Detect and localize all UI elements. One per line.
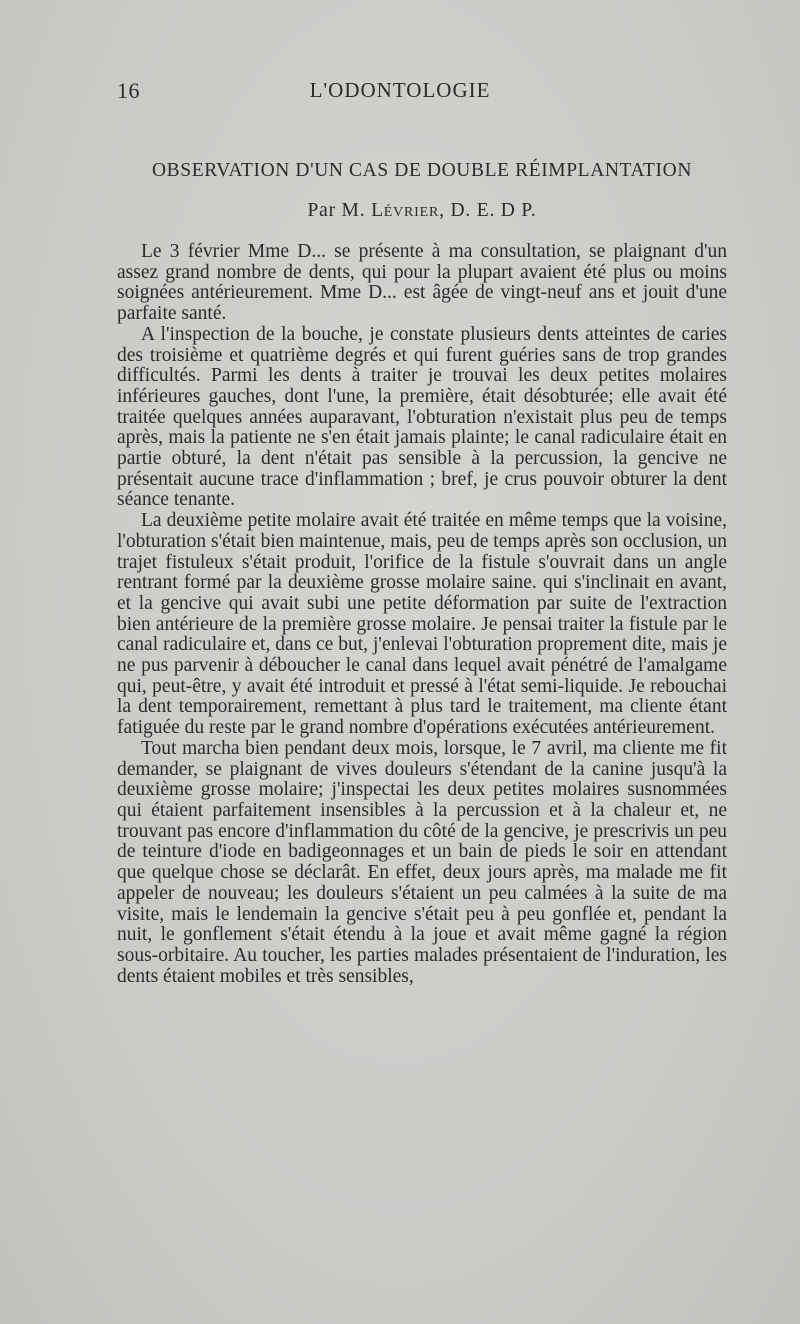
paragraph: Tout marcha bien pendant deux mois, lorsque, le 7 avril, ma cliente me fit demander, se plaignant de vives douleurs s'étendant de la canine jusqu'à la deuxième grosse molaire; j'inspectai les deux petites molaires susnommées qui étaient parfaitement insensibles à la percussion et à la chaleur et, ne trouvant pas encore d'inflammation du côté de la gencive, je prescrivis un peu de teinture d'iode en badigeonnages et un bain de pieds le soir en attendant que quelque chose se déclarât. En effet, deux jours après, ma malade me fit appeler de nouveau; les douleurs s'étaient un peu calmées à la suite de ma visite, mais le lendemain la gencive s'était peu à peu gonflée et, pendant la nuit, le gonflement s'était étendu à la joue et avait même gagné la région sous-orbitaire. Au toucher, les parties malades présentaient de l'induration, les dents étaient mobiles et très sensibles, [117,737,727,987]
byline-prefix: Par M. [307,200,366,221]
article-title: OBSERVATION D'UN CAS DE DOUBLE RÉIMPLANTATION [152,160,692,181]
author-name: Lévrier, [371,200,445,221]
paragraph: Le 3 février Mme D... se présente à ma consultation, se plaignant d'un assez grand nombre de dents, qui pour la plupart avaient été plus ou moins soignées antérieurement. Mme D... est âgée de vingt-neuf ans et jouit d'une parfaite santé. [117,241,727,325]
article-body [117,242,727,987]
author-credentials: D. E. D P. [450,200,537,221]
page-number: 16 [117,78,140,103]
byline [117,200,727,222]
running-header [0,78,800,108]
paragraph: A l'inspection de la bouche, je constate plusieurs dents atteintes de caries des troisième et quatrième degrés et qui furent guéries sans de trop grandes difficultés. Parmi les dents à traiter je trouvai les deux petites molaires inférieures gauches, dont l'une, la première, était désobturée; elle avait été traitée quelques années auparavant, l'obturation n'existait plus peu de temps après, mais la patiente ne s'en était jamais plainte; le canal radiculaire était en partie obturé, la dent n'était pas sensible à la percussion, la gencive ne présentait aucune trace d'inflammation ; bref, je crus pouvoir obturer la dent séance tenante. [117,323,727,511]
journal-title: L'ODONTOLOGIE [309,78,491,102]
paragraph: La deuxième petite molaire avait été traitée en même temps que la voisine, l'obturation s'était bien maintenue, mais, peu de temps après son occlusion, un trajet fistuleux s'était produit, l'orifice de la fistule s'ouvrait dans un angle rentrant formé par la deuxième grosse molaire saine. qui s'inclinait en avant, et la gencive qui avait subi une petite déformation par suite de l'extraction bien antérieure de la première grosse molaire. Je pensai traiter la fistule par le canal radiculaire et, dans ce but, j'enlevai l'obturation proprement dite, mais je ne pus parvenir à déboucher le canal dans lequel avait pénétré de l'amalgame qui, peut-être, y avait été introduit et pressé à l'état semi-liquide. Je rebouchai la dent temporairement, remettant à plus tard le traitement, ma cliente étant fatiguée du reste par le grand nombre d'opérations exécutées antérieurement. [117,510,727,739]
